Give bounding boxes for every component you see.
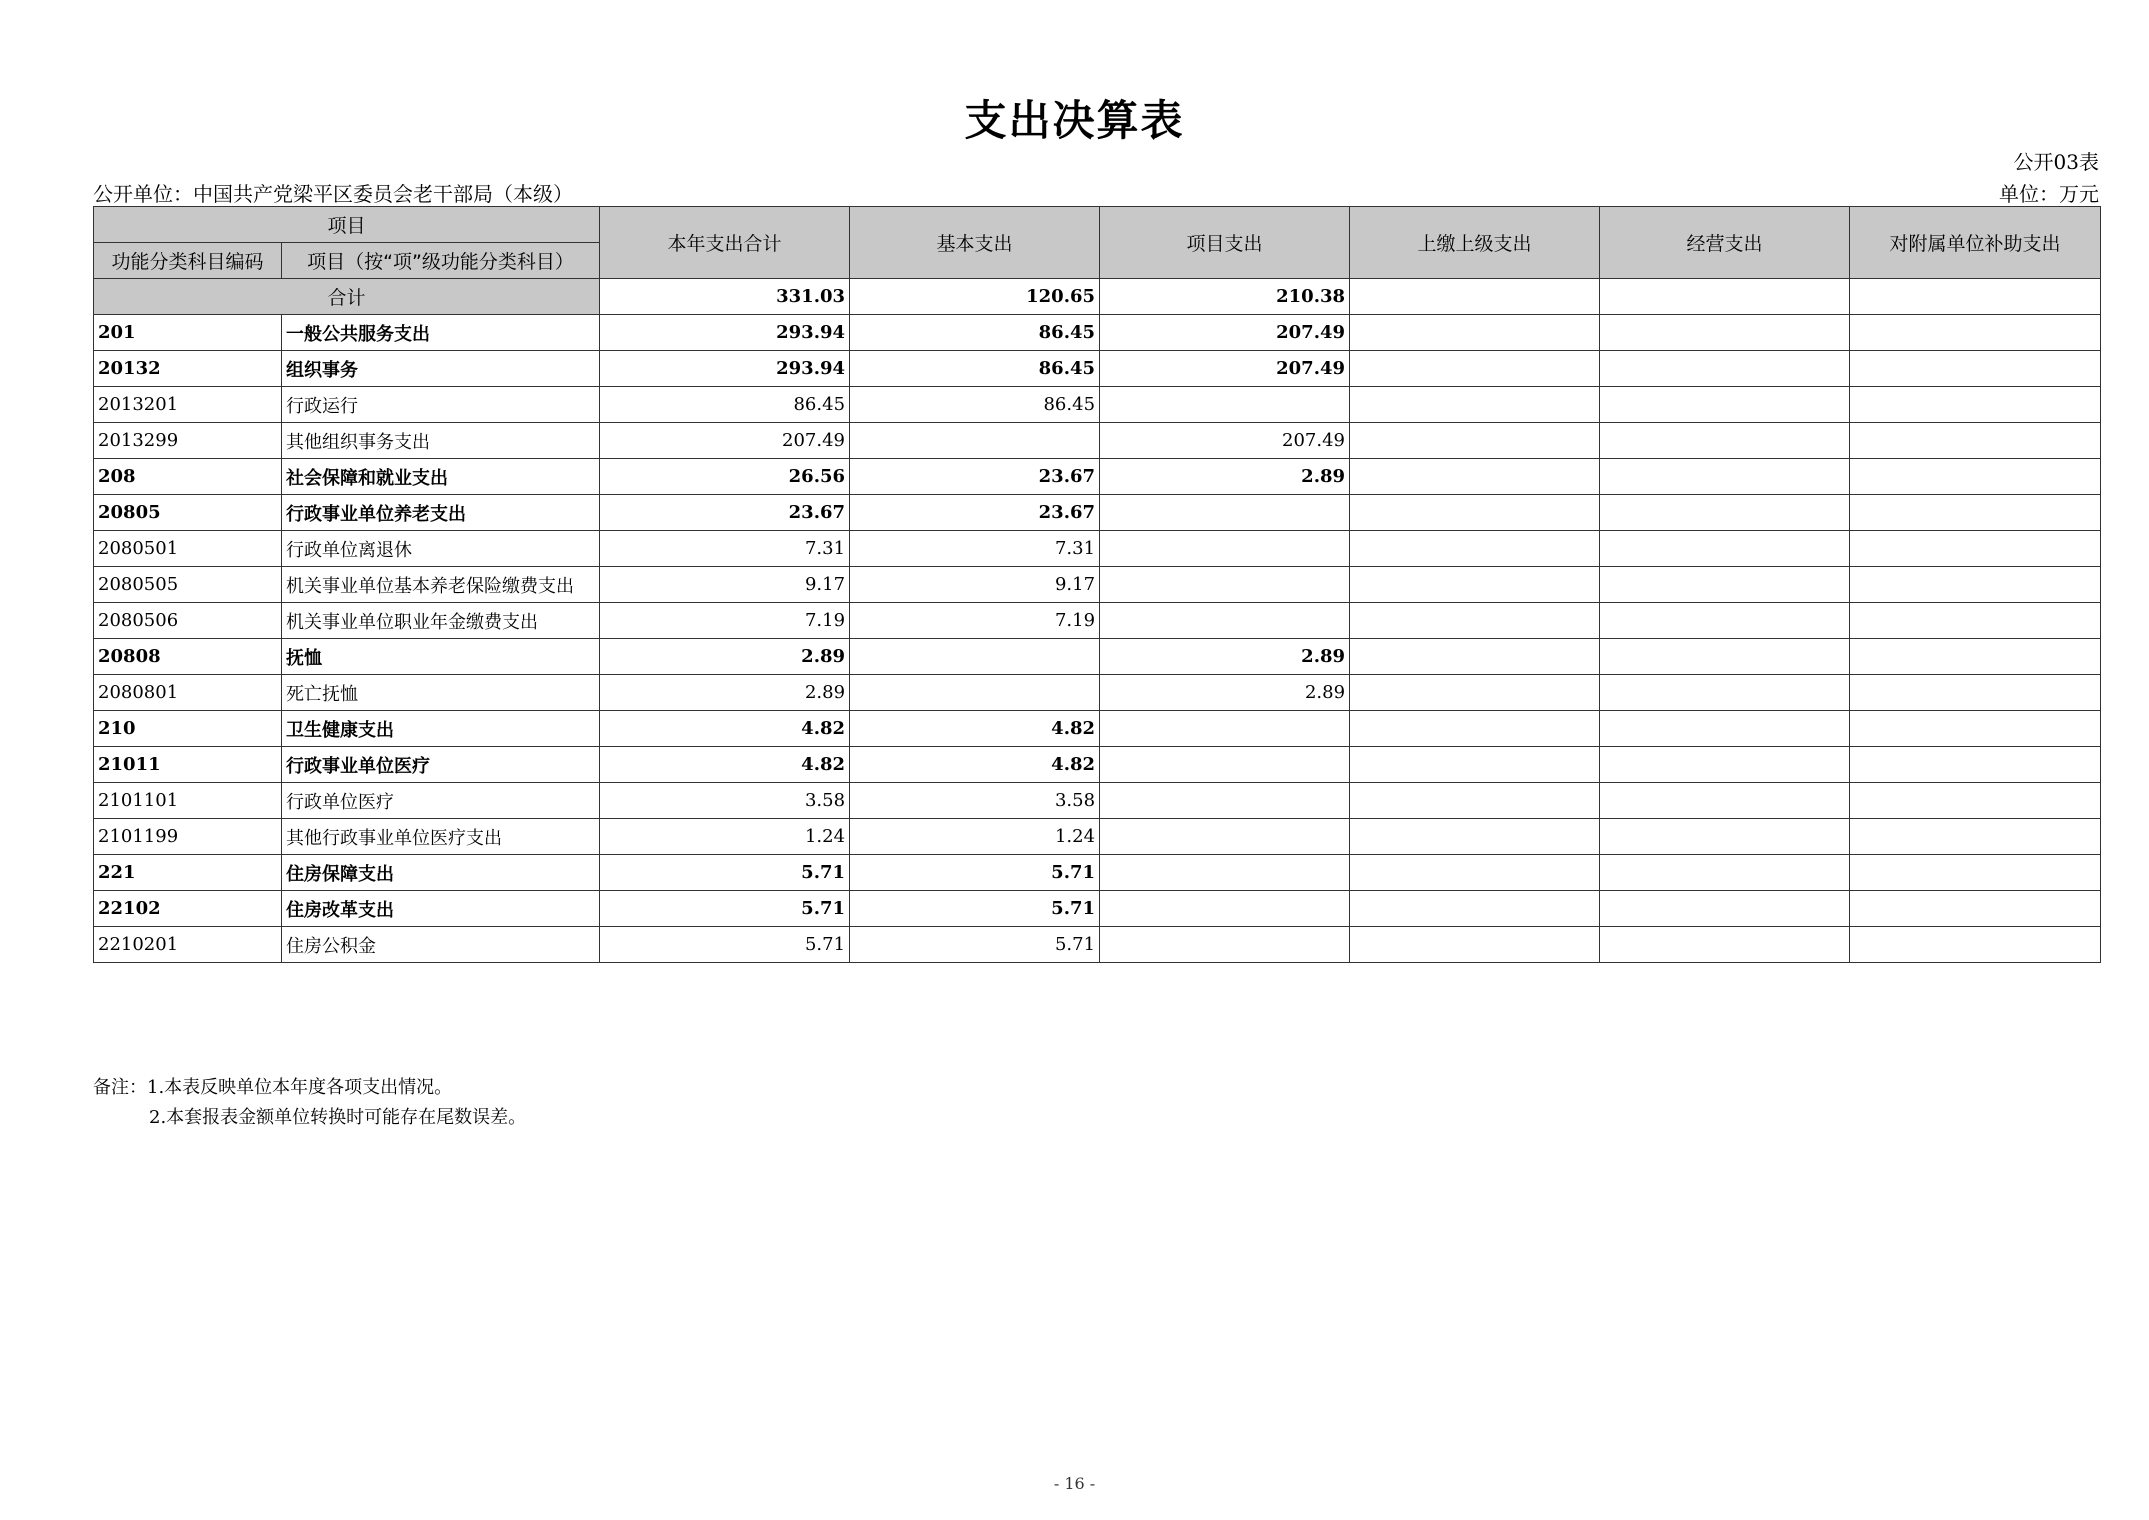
row-basic: 4.82: [850, 711, 1100, 747]
row-remit: [1350, 531, 1600, 567]
row-basic: 86.45: [850, 315, 1100, 351]
row-code: 21011: [94, 747, 282, 783]
row-name: 其他行政事业单位医疗支出: [282, 819, 600, 855]
header-total: 本年支出合计: [600, 207, 850, 279]
table-header: [94, 207, 2101, 279]
table-row: [94, 747, 2101, 783]
header-basic: 基本支出: [850, 207, 1100, 279]
row-remit: [1350, 315, 1600, 351]
row-basic: 23.67: [850, 495, 1100, 531]
row-business: [1600, 783, 1850, 819]
row-subsidy: [1850, 819, 2101, 855]
row-project: [1100, 819, 1350, 855]
row-name: 抚恤: [282, 639, 600, 675]
row-name: 行政单位离退休: [282, 531, 600, 567]
row-business: [1600, 495, 1850, 531]
row-subsidy: [1850, 783, 2101, 819]
row-business: [1600, 927, 1850, 963]
table-row: [94, 927, 2101, 963]
row-total: 293.94: [600, 351, 850, 387]
row-total: 23.67: [600, 495, 850, 531]
row-business: [1600, 855, 1850, 891]
row-project: 207.49: [1100, 423, 1350, 459]
row-basic: 9.17: [850, 567, 1100, 603]
total-subsidy: [1850, 279, 2101, 315]
row-total: 5.71: [600, 927, 850, 963]
row-total: 4.82: [600, 711, 850, 747]
row-total: 2.89: [600, 675, 850, 711]
row-subsidy: [1850, 891, 2101, 927]
row-subsidy: [1850, 423, 2101, 459]
row-total: 26.56: [600, 459, 850, 495]
row-project: [1100, 891, 1350, 927]
row-code: 2013201: [94, 387, 282, 423]
row-subsidy: [1850, 495, 2101, 531]
row-subsidy: [1850, 747, 2101, 783]
row-remit: [1350, 891, 1600, 927]
table-number: 公开03表: [2013, 150, 2099, 174]
row-code: 221: [94, 855, 282, 891]
row-code: 2013299: [94, 423, 282, 459]
row-remit: [1350, 495, 1600, 531]
row-name: 机关事业单位职业年金缴费支出: [282, 603, 600, 639]
row-code: 20808: [94, 639, 282, 675]
row-name: 住房保障支出: [282, 855, 600, 891]
total-project: 210.38: [1100, 279, 1350, 315]
row-project: [1100, 855, 1350, 891]
row-basic: 7.31: [850, 531, 1100, 567]
row-total: 5.71: [600, 891, 850, 927]
row-subsidy: [1850, 711, 2101, 747]
row-project: 207.49: [1100, 315, 1350, 351]
row-code: 2101101: [94, 783, 282, 819]
header-item: 项目: [94, 207, 600, 243]
row-remit: [1350, 855, 1600, 891]
row-project: [1100, 531, 1350, 567]
row-total: 4.82: [600, 747, 850, 783]
row-remit: [1350, 819, 1600, 855]
row-project: [1100, 711, 1350, 747]
row-remit: [1350, 351, 1600, 387]
row-name: 行政事业单位医疗: [282, 747, 600, 783]
row-business: [1600, 387, 1850, 423]
row-remit: [1350, 567, 1600, 603]
row-total: 207.49: [600, 423, 850, 459]
row-business: [1600, 459, 1850, 495]
table-row: [94, 891, 2101, 927]
row-remit: [1350, 675, 1600, 711]
row-basic: 5.71: [850, 927, 1100, 963]
row-subsidy: [1850, 927, 2101, 963]
row-business: [1600, 423, 1850, 459]
reporting-unit: 公开单位：中国共产党梁平区委员会老干部局（本级）: [93, 182, 573, 206]
row-code: 201: [94, 315, 282, 351]
row-basic: [850, 423, 1100, 459]
row-business: [1600, 351, 1850, 387]
row-subsidy: [1850, 387, 2101, 423]
row-remit: [1350, 603, 1600, 639]
row-name: 住房改革支出: [282, 891, 600, 927]
header-subsidy: 对附属单位补助支出: [1850, 207, 2101, 279]
row-code: 208: [94, 459, 282, 495]
row-name: 社会保障和就业支出: [282, 459, 600, 495]
row-total: 3.58: [600, 783, 850, 819]
row-code: 20132: [94, 351, 282, 387]
row-name: 其他组织事务支出: [282, 423, 600, 459]
header-code: 功能分类科目编码: [94, 243, 282, 279]
row-project: 2.89: [1100, 459, 1350, 495]
table-body: [94, 279, 2101, 963]
row-project: 2.89: [1100, 639, 1350, 675]
header-project: 项目支出: [1100, 207, 1350, 279]
row-business: [1600, 747, 1850, 783]
row-subsidy: [1850, 567, 2101, 603]
row-code: 2080501: [94, 531, 282, 567]
row-project: [1100, 603, 1350, 639]
row-basic: 86.45: [850, 387, 1100, 423]
table-row: [94, 315, 2101, 351]
row-total: 2.89: [600, 639, 850, 675]
table-row: [94, 603, 2101, 639]
row-basic: 1.24: [850, 819, 1100, 855]
row-remit: [1350, 711, 1600, 747]
row-project: [1100, 495, 1350, 531]
row-subsidy: [1850, 315, 2101, 351]
row-name: 机关事业单位基本养老保险缴费支出: [282, 567, 600, 603]
total-basic: 120.65: [850, 279, 1100, 315]
row-basic: 86.45: [850, 351, 1100, 387]
row-total: 7.19: [600, 603, 850, 639]
expenditure-table: [93, 206, 2101, 963]
row-basic: 23.67: [850, 459, 1100, 495]
row-code: 22102: [94, 891, 282, 927]
header-business: 经营支出: [1600, 207, 1850, 279]
row-remit: [1350, 927, 1600, 963]
row-remit: [1350, 783, 1600, 819]
row-name: 组织事务: [282, 351, 600, 387]
note-2: 2.本套报表金额单位转换时可能存在尾数误差。: [149, 1107, 527, 1128]
row-basic: 3.58: [850, 783, 1100, 819]
total-label: 合计: [94, 279, 600, 315]
table-row: [94, 387, 2101, 423]
row-remit: [1350, 423, 1600, 459]
row-code: 2080506: [94, 603, 282, 639]
row-subsidy: [1850, 531, 2101, 567]
row-basic: [850, 639, 1100, 675]
notes: [93, 1073, 526, 1133]
row-code: 2080505: [94, 567, 282, 603]
row-business: [1600, 603, 1850, 639]
row-basic: 5.71: [850, 891, 1100, 927]
row-basic: 5.71: [850, 855, 1100, 891]
header-name: 项目（按“项”级功能分类科目）: [282, 243, 600, 279]
row-project: 2.89: [1100, 675, 1350, 711]
row-subsidy: [1850, 639, 2101, 675]
row-project: [1100, 387, 1350, 423]
row-remit: [1350, 639, 1600, 675]
table-row: [94, 855, 2101, 891]
row-business: [1600, 639, 1850, 675]
total-row: [94, 279, 2101, 315]
row-subsidy: [1850, 603, 2101, 639]
row-name: 死亡抚恤: [282, 675, 600, 711]
row-basic: 4.82: [850, 747, 1100, 783]
row-project: 207.49: [1100, 351, 1350, 387]
row-total: 9.17: [600, 567, 850, 603]
row-remit: [1350, 747, 1600, 783]
table-row: [94, 819, 2101, 855]
row-name: 住房公积金: [282, 927, 600, 963]
row-code: 20805: [94, 495, 282, 531]
row-basic: [850, 675, 1100, 711]
row-business: [1600, 531, 1850, 567]
row-code: 2101199: [94, 819, 282, 855]
page-title: 支出决算表: [964, 96, 1185, 145]
table-row: [94, 675, 2101, 711]
row-name: 行政事业单位养老支出: [282, 495, 600, 531]
table-row: [94, 567, 2101, 603]
row-code: 210: [94, 711, 282, 747]
row-remit: [1350, 459, 1600, 495]
row-code: 2080801: [94, 675, 282, 711]
row-name: 一般公共服务支出: [282, 315, 600, 351]
row-subsidy: [1850, 459, 2101, 495]
row-total: 5.71: [600, 855, 850, 891]
row-subsidy: [1850, 855, 2101, 891]
row-total: 7.31: [600, 531, 850, 567]
row-name: 行政单位医疗: [282, 783, 600, 819]
row-code: 2210201: [94, 927, 282, 963]
row-subsidy: [1850, 351, 2101, 387]
row-business: [1600, 315, 1850, 351]
row-basic: 7.19: [850, 603, 1100, 639]
table-row: [94, 531, 2101, 567]
row-business: [1600, 711, 1850, 747]
table-row: [94, 423, 2101, 459]
row-total: 1.24: [600, 819, 850, 855]
row-business: [1600, 891, 1850, 927]
currency-unit: 单位：万元: [1999, 182, 2099, 206]
row-subsidy: [1850, 675, 2101, 711]
page-number: - 16 -: [1053, 1474, 1096, 1493]
table-row: [94, 351, 2101, 387]
row-name: 行政运行: [282, 387, 600, 423]
total-business: [1600, 279, 1850, 315]
row-total: 86.45: [600, 387, 850, 423]
row-business: [1600, 567, 1850, 603]
row-business: [1600, 819, 1850, 855]
row-project: [1100, 783, 1350, 819]
table-row: [94, 495, 2101, 531]
row-project: [1100, 927, 1350, 963]
header-remit: 上缴上级支出: [1350, 207, 1600, 279]
row-project: [1100, 567, 1350, 603]
table-row: [94, 639, 2101, 675]
table-row: [94, 711, 2101, 747]
total-total: 331.03: [600, 279, 850, 315]
total-remit: [1350, 279, 1600, 315]
table-row: [94, 783, 2101, 819]
row-remit: [1350, 387, 1600, 423]
table-row: [94, 459, 2101, 495]
row-business: [1600, 675, 1850, 711]
row-project: [1100, 747, 1350, 783]
row-name: 卫生健康支出: [282, 711, 600, 747]
row-total: 293.94: [600, 315, 850, 351]
note-1: 备注：1.本表反映单位本年度各项支出情况。: [93, 1077, 453, 1098]
